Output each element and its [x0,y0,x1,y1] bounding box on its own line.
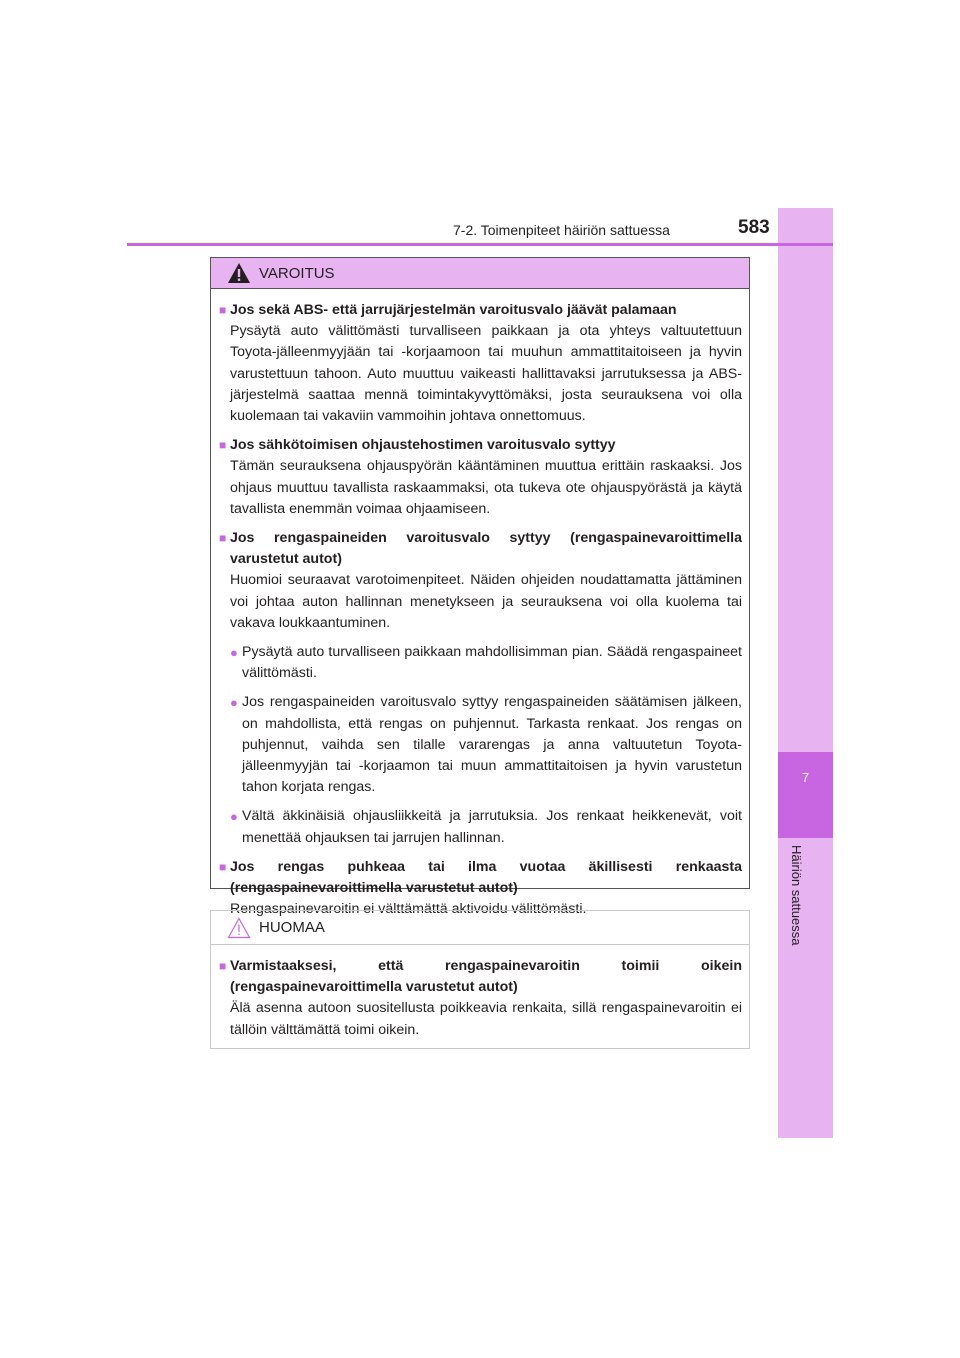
warning-body [211,289,749,920]
chapter-title: Häiriön sattuessa [789,845,804,946]
warning-box [210,257,750,918]
warning-heading: ■ Jos sekä ABS- että jarrujärjestelmän varoitusvalo jäävät palamaan [219,300,742,321]
warning-paragraph: Rengaspainevaroitin ei välttämättä aktivoidu välittömästi. [230,901,587,918]
list-item: ● Jos rengaspaineiden varoitusvalo syttyy rengaspaineiden säätämisen jälkeen, on mahdollista, että rengas on puhjennut. Tarkasta renkaat. Jos rengas on puhjennut, vaihda sen tilalle vararengas ja anna valtuutetun Toyota-jälleenmyyjän tai -korjaamon tai muun ammattitaitoisen ja hyvin varustetun tahon korjata rengas. [219,692,742,798]
square-bullet-icon: ■ [219,303,227,317]
warning-title: VAROITUS [259,264,335,282]
notice-paragraph: Älä asenna autoon suositellusta poikkeavia renkaita, sillä rengaspainevaroitin ei tällöin välttämättä toimi oikein. [230,1000,742,1038]
list-item: ● Pysäytä auto turvalliseen paikkaan mahdollisimman pian. Säädä rengaspaineet välittömästi. [219,642,742,684]
notice-box [210,910,750,1049]
chapter-side-tab [778,208,833,1138]
section-title: 7-2. Toimenpiteet häiriön sattuessa [453,222,670,238]
notice-heading: ■ Varmistaaksesi, että rengaspainevaroitin toimii oikein (rengaspainevaroittimella varustetut autot) [219,956,742,998]
warning-paragraph: Pysäytä auto välittömästi turvalliseen paikkaan ja ota yhteys valtuutettuun Toyota-jälleenmyyjään tai -korjaamoon tai muuhun ammattitaitoiseen ja hyvin varustettuun tahoon. Auto muuttuu vaikeasti hallittavaksi jarrutuksessa ja ABS-järjestelmä saattaa mennä toimintakyvyttömäksi, josta seurauksena voi olla kuolemaan tai vakaviin vammoihin johtava onnettomuus. [230,323,742,425]
warning-heading: ■ Jos rengaspaineiden varoitusvalo syttyy (rengaspainevaroittimella varustetut autot) [219,528,742,570]
caution-triangle-icon [227,917,251,939]
warning-paragraph: Huomioi seuraavat varotoimenpiteet. Näiden ohjeiden noudattamatta jättäminen voi johtaa auton hallinnan menetykseen ja seurauksena voi olla kuolema tai vakava loukkaantuminen. [230,572,742,631]
square-bullet-icon: ■ [219,531,227,546]
header-rule [127,243,833,246]
chapter-number-tab [778,752,833,838]
circle-bullet-icon: ● [230,809,238,825]
chapter-number: 7 [801,770,810,785]
square-bullet-icon: ■ [219,438,227,453]
square-bullet-icon: ■ [219,859,227,874]
notice-header [211,911,749,945]
warning-heading: ■ Jos rengas puhkeaa tai ilma vuotaa äkillisesti renkaasta (rengaspainevaroittimella varustetut autot) [219,857,742,899]
square-bullet-icon: ■ [219,959,227,973]
circle-bullet-icon: ● [230,695,238,711]
circle-bullet-icon: ● [230,645,238,661]
warning-header [211,258,749,289]
warning-triangle-icon [227,262,251,284]
notice-title: HUOMAA [259,919,325,936]
warning-paragraph: Tämän seurauksena ohjauspyörän kääntäminen muuttua erittäin raskaaksi. Jos ohjaus muuttuu tavallista raskaammaksi, ota tukeva ote ohjauspyörästä ja käytä tavallista enemmän voimaa ohjaamiseen. [230,458,742,517]
notice-body [211,945,749,1041]
warning-heading: ■ Jos sähkötoimisen ohjaustehostimen varoitusvalo syttyy [219,435,742,456]
page-number: 583 [738,217,770,238]
list-item: ● Vältä äkkinäisiä ohjausliikkeitä ja jarrutuksia. Jos renkaat heikkenevät, voit menettää ohjauksen tai jarrujen hallinnan. [219,806,742,848]
